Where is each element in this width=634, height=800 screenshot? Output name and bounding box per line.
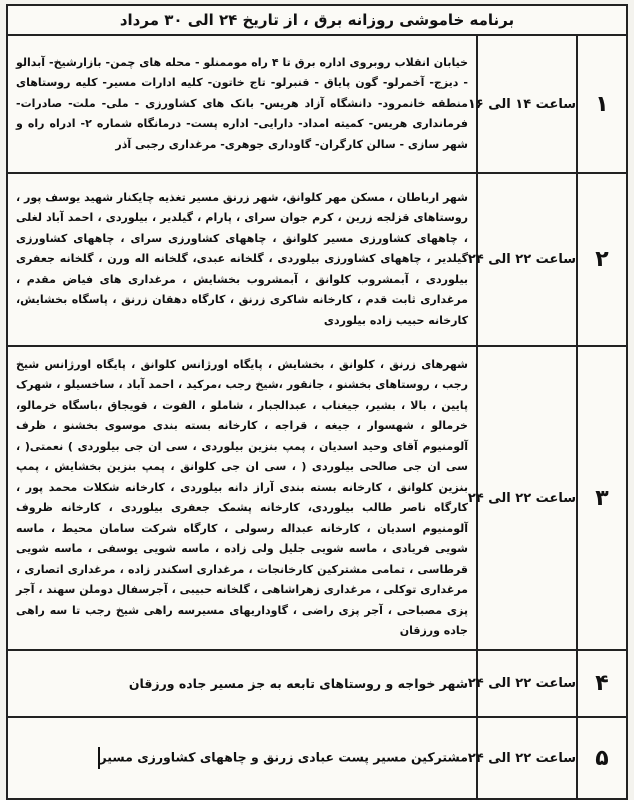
time-range: ساعت ۲۲ الی ۲۴: [477, 650, 577, 717]
time-range: ساعت ۱۴ الی ۱۶: [477, 35, 577, 173]
table-row: [7, 717, 627, 799]
outage-table: [6, 34, 628, 800]
row-number: ۵: [577, 717, 627, 799]
area-text: مشترکین مسیر پست عبادی زرنق و چاههای کشاورزی مسیر: [99, 749, 468, 765]
time-range: ساعت ۲۲ الی ۲۴: [477, 346, 577, 650]
row-number: ۱: [577, 35, 627, 173]
area-list: شهر ارباطان ، مسکن مهر کلوانق، شهر زرنق مسیر تغذیه چایکنار شهید یوسف پور ، روستاهای قزلجه زرین ، کرم جوان سرای ، پارام ، گیلدیر ، بیلوردی ، احمد آباد لغلی ، چاههای کشاورزی مسیر کلوانق ، چاههای کشاورزی سرای ، چاههای کشاورزی گیلدیر ، چاههای کشاورزی بیلوردی ، گلخانه عبدی، گلخانه اله ورن ، گلخانه جعفری بیلوردی ، آبمشروب کلوانق ، آبمشروب بخشایش ، مرغداری های فیاض مقدم ، مرغداری ثابت قدم ، کارخانه شاکری زرنق ، کارگاه دهقان زرنق ، پاسگاه بخشایش، کارخانه حبیب زاده بیلوردی: [7, 173, 477, 346]
time-range: ساعت ۲۲ الی ۲۴: [477, 717, 577, 799]
schedule-sheet: [6, 4, 628, 800]
page-title: برنامه خاموشی روزانه برق ، از تاریخ ۲۴ الی ۳۰ مرداد: [6, 4, 628, 36]
table-row: [7, 346, 627, 650]
table-row: [7, 650, 627, 717]
table-row: [7, 35, 627, 173]
area-list: [7, 717, 477, 799]
area-list: شهرهای زرنق ، کلوانق ، بخشایش ، پایگاه اورژانس کلوانق ، پایگاه اورژانس شیخ رجب ، روستاهای بخشنو ، جانقور ،شیخ رجب ،مرکید ، احمد آباد ، ساخسیلو ، شهرک پایین ، بالا ، بشیر، جیغناب ، عبدالجبار ، شاملو ، الفوت ، قویجاق ،باسگاه خرمالو، خرمالو ، شهسوار ، جیغه ، قراجه ، کارخانه بسته بندی موسوی بخشنو ، ظرف آلومنیوم آقای وحید اسدیان ، پمپ بنزین بیلوردی ، سی ان جی بیلوردی ) نعمتی( ، سی ان جی صالحی بیلوردی ( ، سی ان جی کلوانق ، پمپ بنزین بخشایش ، پمپ بنزین کلوانق ، کارخانه بسته بندی آراز دانه بیلوردی ، کارخانه شکلات محمد پور ، کارگاه ناصر طالب بیلوردی، کارخانه پشمک جعفری بیلوردی ، کارخانه ظروف آلومنیوم اسدیان ، کارخانه عبداله رسولی ، کارگاه شرکت سامان محیط ، ماسه شویی فریادی ، ماسه شویی جلیل ولی زاده ، ماسه شویی یوسفی ، ماسه شویی قرطاسی ، تمامی مشترکین کارخانجات ، مرغداری اسکندر زاده ، مرغداری اتصاری ، مرغداری توکلی ، مرغداری زهراشاهی ، گلخانه حبیبی ، آجرسفال دوملن سهند ، آجر پزی مصباحی ، آجر پزی راضی ، گاوداریهای مسیرسه راهی شیخ رجب تا سه راهی جاده ورزقان: [7, 346, 477, 650]
row-number: ۳: [577, 346, 627, 650]
time-range: ساعت ۲۲ الی ۲۴: [477, 173, 577, 346]
area-text: شهر خواجه و روستاهای تابعه به جز مسیر جاده ورزقان: [128, 675, 468, 691]
row-number: ۲: [577, 173, 627, 346]
row-number: ۴: [577, 650, 627, 717]
area-list: [7, 650, 477, 717]
area-list: خیابان انقلاب روبروی اداره برق تا ۴ راه موممنلو - محله های چمن- بازارشیخ- آبدالو - دیزج- آخمرلو- گون پایاق - قنبرلو- تاج خاتون- کلیه ادارات مسیر- کلیه روستاهای منطقه خانمرود- دانشگاه آزاد هریس- بانک های کشاورزی - ملی- ملت- صادرات- فرمانداری هریس- کمیته امداد- دارایی- اداره پست- درمانگاه شماره ۲- ادراه راه و شهر سازی - سالن کارگران- گاوداری جوهری- مرغداری رجبی آذر: [7, 35, 477, 173]
table-row: [7, 173, 627, 346]
